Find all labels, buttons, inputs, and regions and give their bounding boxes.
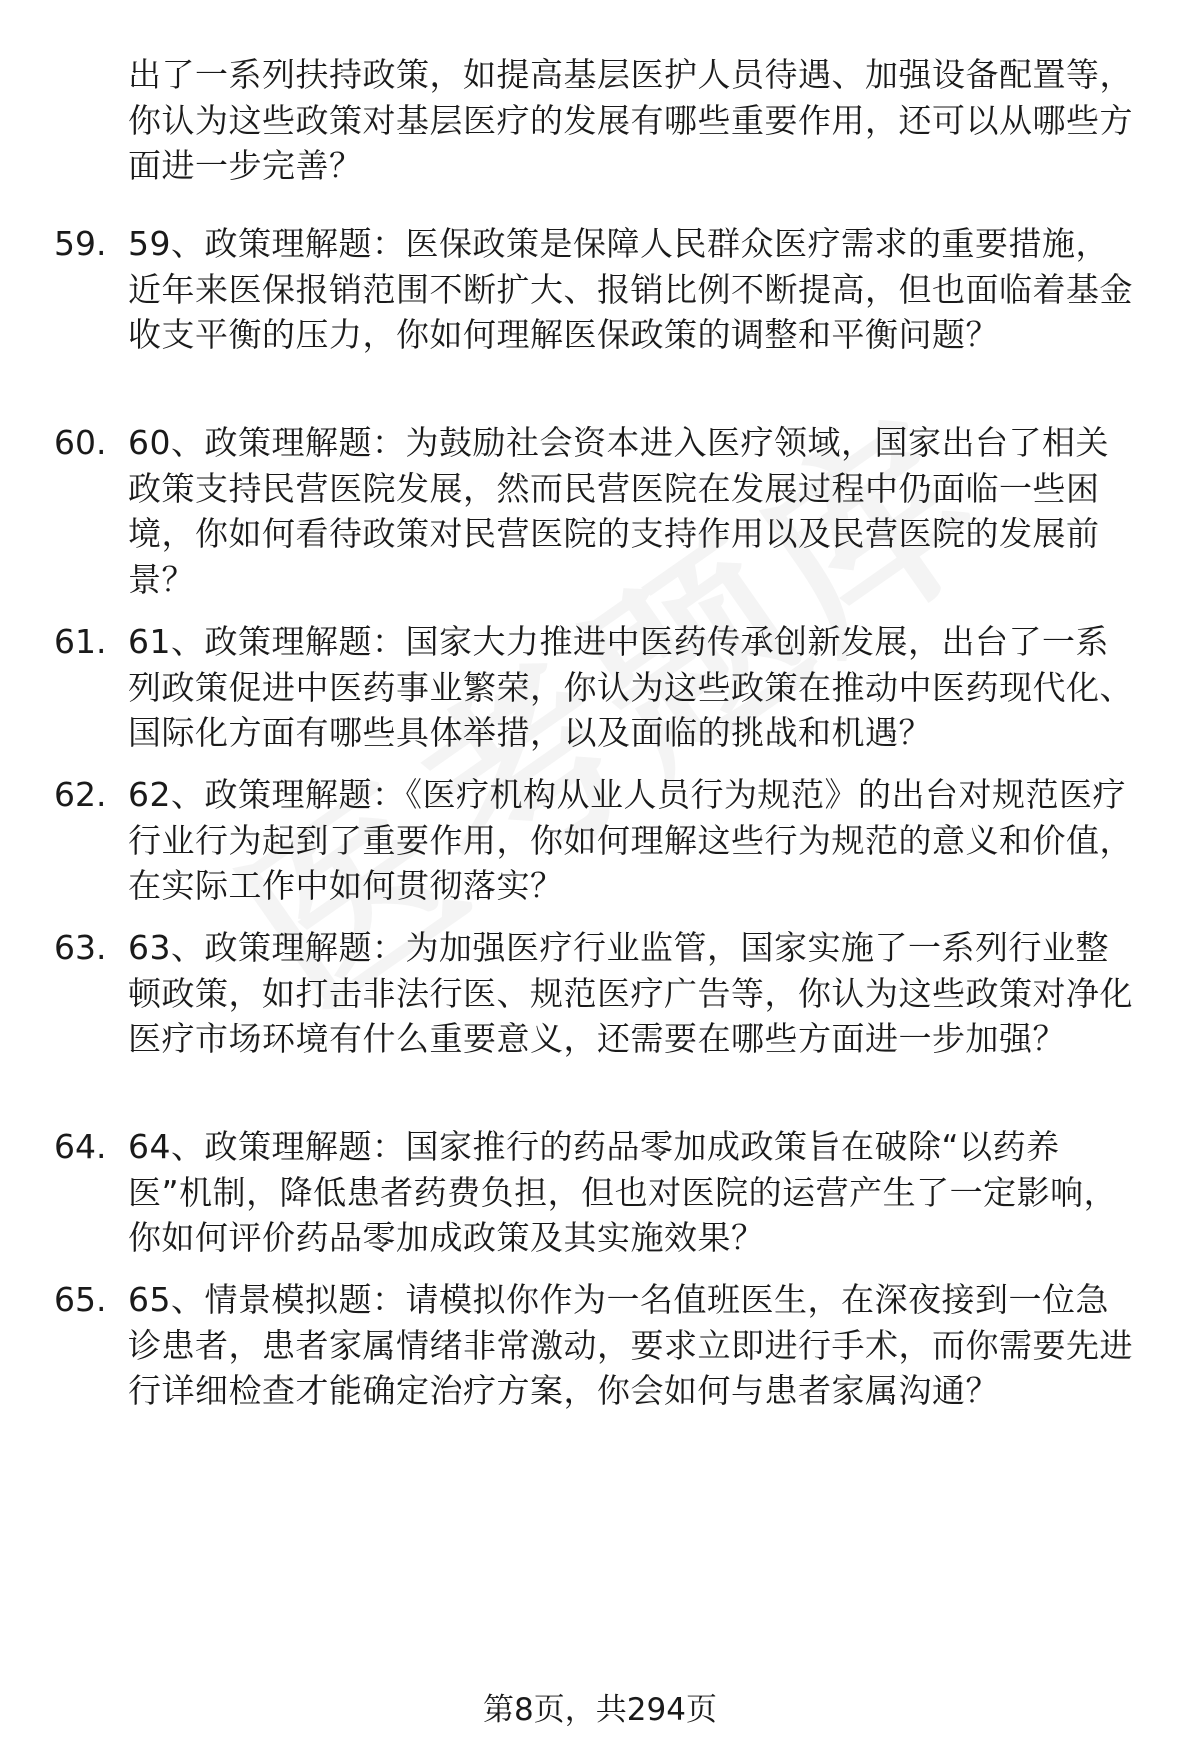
item-text: 64、政策理解题：国家推行的药品零加成政策旨在破除“以药养医”机制，降低患者药费负担，但也对医院的运营产生了一定影响，你如何评价药品零加成政策及其实施效果？ [128, 1127, 1118, 1257]
item-number: 61. [54, 622, 107, 661]
item-text: 61、政策理解题：国家大力推进中医药传承创新发展，出台了一系列政策促进中医药事业繁荣，你认为这些政策在推动中医药现代化、国际化方面有哪些具体举措，以及面临的挑战和机遇？ [128, 622, 1133, 752]
item-number: 64. [54, 1127, 107, 1166]
item-number: 59. [54, 224, 107, 263]
continuation-paragraph: 出了一系列扶持政策，如提高基层医护人员待遇、加强设备配置等，你认为这些政策对基层医疗的发展有哪些重要作用，还可以从哪些方面进一步完善？ [128, 55, 1133, 185]
item-text: 65、情景模拟题：请模拟你作为一名值班医生，在深夜接到一位急诊患者，患者家属情绪非常激动，要求立即进行手术，而你需要先进行详细检查才能确定治疗方案，你会如何与患者家属沟通？ [128, 1280, 1133, 1410]
item-number: 63. [54, 928, 107, 967]
item-text: 60、政策理解题：为鼓励社会资本进入医疗领域，国家出台了相关政策支持民营医院发展，然而民营医院在发展过程中仍面临一些困境，你如何看待政策对民营医院的支持作用以及民营医院的发展前景？ [128, 423, 1109, 599]
item-text: 63、政策理解题：为加强医疗行业监管，国家实施了一系列行业整顿政策，如打击非法行医、规范医疗广告等，你认为这些政策对净化医疗市场环境有什么重要意义，还需要在哪些方面进一步加强？ [128, 928, 1133, 1058]
item-number: 60. [54, 423, 107, 462]
item-number: 65. [54, 1280, 107, 1319]
page-footer: 第8页，共294页 [483, 1692, 717, 1728]
item-text: 62、政策理解题：《医疗机构从业人员行为规范》的出台对规范医疗行业行为起到了重要作用，你如何理解这些行为规范的意义和价值，在实际工作中如何贯彻落实？ [128, 775, 1133, 905]
item-number: 62. [54, 775, 107, 814]
item-text: 59、政策理解题：医保政策是保障人民群众医疗需求的重要措施，近年来医保报销范围不断扩大、报销比例不断提高，但也面临着基金收支平衡的压力，你如何理解医保政策的调整和平衡问题？ [128, 224, 1133, 354]
